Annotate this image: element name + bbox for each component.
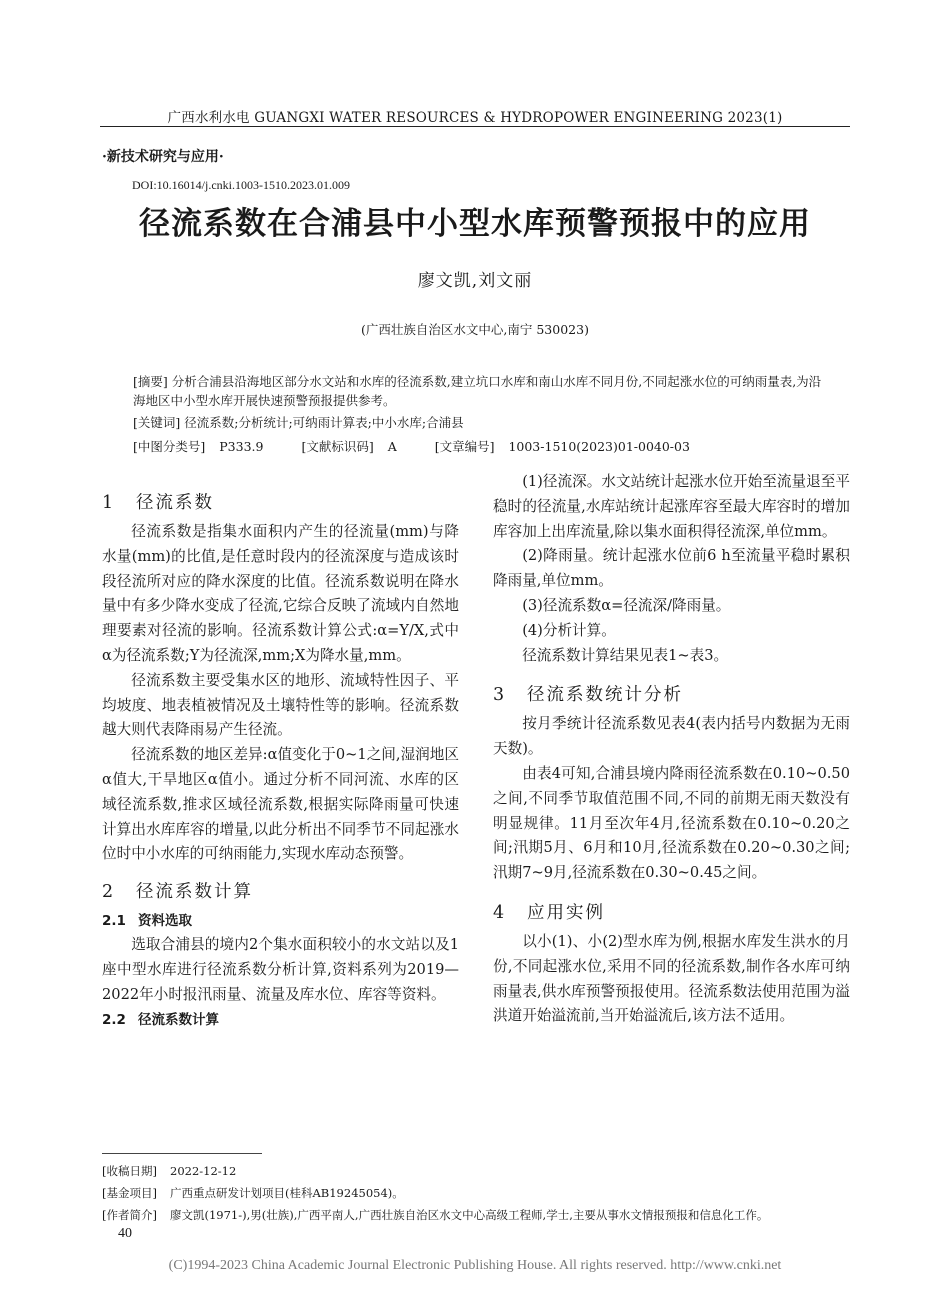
paragraph: (2)降雨量。统计起涨水位前6 h至流量平稳时累积降雨量,单位mm。 <box>493 547 850 590</box>
authors: 廖文凯,刘文丽 <box>417 271 533 291</box>
subsection-2-2-heading <box>102 1008 459 1032</box>
section-tag: ·新技术研究与应用· <box>102 149 224 165</box>
section-4-heading <box>493 900 850 926</box>
paragraph: 以小(1)、小(2)型水库为例,根据水库发生洪水的月份,不同起涨水位,采用不同的径流系数,制作各水库可纳雨量表,供水库预警预报使用。径流系数法使用范围为溢洪道开始溢流前,当开始溢流后,该方法不适用。 <box>493 932 850 1025</box>
keywords-label: [关键词] <box>133 415 181 430</box>
affiliation: (广西壮族自治区水文中心,南宁 530023) <box>361 322 589 337</box>
footnote-label: [作者简介] <box>102 1208 157 1222</box>
classification-line <box>133 437 690 455</box>
paragraph: (4)分析计算。 <box>522 621 616 639</box>
subsection-title: 资料选取 <box>138 913 192 930</box>
article-no-value: 1003-1510(2023)01-0040-03 <box>508 439 690 454</box>
keywords <box>133 413 823 432</box>
section-title: 应用实例 <box>527 902 605 923</box>
section-title: 径流系数计算 <box>136 882 253 903</box>
doc-code-value: A <box>387 439 397 454</box>
clc-label: [中图分类号] <box>133 439 206 454</box>
paragraph: (3)径流系数α=径流深/降雨量。 <box>522 596 731 614</box>
abstract-label: [摘要] <box>133 374 168 389</box>
right-column <box>493 470 850 1029</box>
paper-title: 径流系数在合浦县中小型水库预警预报中的应用 <box>139 206 811 242</box>
footnote-text: 广西重点研发计划项目(桂科AB19245054)。 <box>170 1186 404 1200</box>
running-head: 广西水利水电 GUANGXI WATER RESOURCES & HYDROPOWER ENGINEERING 2023(1) <box>167 110 783 126</box>
section-title: 径流系数统计分析 <box>527 685 683 706</box>
section-number: 3 <box>493 685 507 706</box>
abstract-block <box>133 372 823 432</box>
received-date <box>102 1160 862 1182</box>
section-2-heading <box>102 879 459 905</box>
footnote-text: 2022-12-12 <box>170 1164 237 1178</box>
section-title: 径流系数 <box>136 493 214 513</box>
footnote-rule <box>102 1153 262 1154</box>
abstract-text: 分析合浦县沿海地区部分水文站和水库的径流系数,建立坑口水库和南山水库不同月份,不同起涨水位的可纳雨量表,为沿海地区中小型水库开展快速预警预报提供参考。 <box>133 374 822 408</box>
page-number: 40 <box>118 1226 132 1241</box>
paragraph: 径流系数主要受集水区的地形、流域特性因子、平均坡度、地表植被情况及土壤特性等的影响。径流系数越大则代表降雨易产生径流。 <box>102 671 459 739</box>
section-number: 1 <box>102 493 116 513</box>
section-number: 2 <box>102 882 116 903</box>
clc-value: P333.9 <box>219 439 264 454</box>
paragraph: 按月季统计径流系数见表4(表内括号内数据为无雨天数)。 <box>493 715 850 758</box>
doc-code-label: [文献标识码] <box>301 439 374 454</box>
fund-project <box>102 1182 862 1204</box>
section-1-heading <box>102 490 459 516</box>
paragraph: 径流系数计算结果见表1~表3。 <box>522 646 729 664</box>
paragraph: 由表4可知,合浦县境内降雨径流系数在0.10~0.50之间,不同季节取值范围不同,不同的前期无雨天数没有明显规律。11月至次年4月,径流系数在0.10~0.20之间;汛期5月、6月和10月,径流系数在0.20~0.30之间;汛期7~9月,径流系数在0.30~0.45之间。 <box>493 764 850 882</box>
subsection-title: 径流系数计算 <box>138 1011 219 1028</box>
footnotes <box>102 1160 862 1226</box>
paragraph: (1)径流深。水文站统计起涨水位开始至流量退至平稳时的径流量,水库站统计起涨库容至最大库容时的增加库容加上出库流量,除以集水面积得径流深,单位mm。 <box>493 473 850 540</box>
section-number: 4 <box>493 902 507 923</box>
paragraph: 选取合浦县的境内2个集水面积较小的水文站以及1座中型水库进行径流系数分析计算,资料系列为2019—2022年小时报汛雨量、流量及库水位、库容等资料。 <box>102 936 459 1003</box>
author-bio <box>102 1204 862 1226</box>
doi[interactable]: DOI:10.16014/j.cnki.1003-1510.2023.01.009 <box>132 178 350 192</box>
subsection-number: 2.1 <box>102 913 126 930</box>
header-rule <box>100 126 850 127</box>
copyright-watermark: (C)1994-2023 China Academic Journal Electronic Publishing House. All rights reserved. http://www.cnki.net <box>168 1258 782 1273</box>
footnote-label: [收稿日期] <box>102 1164 157 1178</box>
abstract <box>133 372 823 410</box>
footnote-text: 廖文凯(1971-),男(壮族),广西平南人,广西壮族自治区水文中心高级工程师,学士,主要从事水文情报预报和信息化工作。 <box>170 1208 769 1222</box>
article-no-label: [文章编号] <box>434 439 495 454</box>
paragraph: 径流系数的地区差异:α值变化于0~1之间,湿润地区α值大,干旱地区α值小。通过分析不同河流、水库的区域径流系数,推求区域径流系数,根据实际降雨量可快速计算出水库库容的增量,以此分析出不同季节不同起涨水位时中小水库的可纳雨能力,实现水库动态预警。 <box>102 746 459 863</box>
paragraph: 径流系数是指集水面积内产生的径流量(mm)与降水量(mm)的比值,是任意时段内的径流深度与造成该时段径流所对应的降水深度的比值。径流系数说明在降水量中有多少降水变成了径流,它综合反映了流域内自然地理要素对径流的影响。径流系数计算公式:α=Y/X,式中α为径流系数;Y为径流深,mm;X为降水量,mm。 <box>102 523 459 664</box>
section-3-heading <box>493 682 850 708</box>
subsection-number: 2.2 <box>102 1011 126 1028</box>
keywords-text: 径流系数;分析统计;可纳雨计算表;中小水库;合浦县 <box>184 415 464 430</box>
footnote-label: [基金项目] <box>102 1186 157 1200</box>
left-column <box>102 482 459 1032</box>
subsection-2-1-heading <box>102 909 459 933</box>
